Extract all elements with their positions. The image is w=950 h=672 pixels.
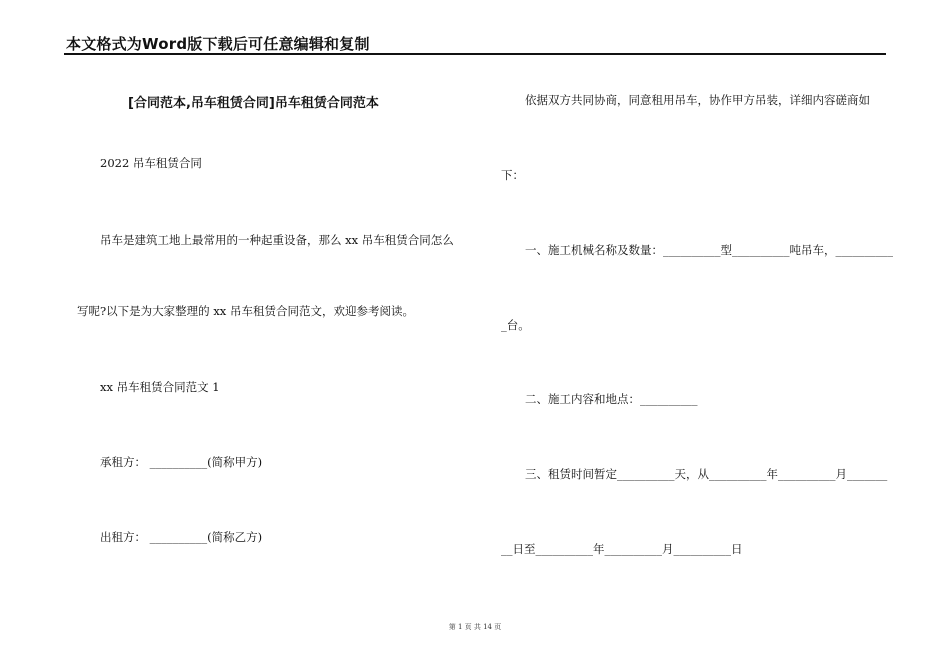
paragraph-contract-year: 2022 吊车租赁合同 bbox=[100, 156, 202, 170]
paragraph-lessee: 承租方： __________(简称甲方) bbox=[100, 455, 263, 469]
clause-3-line-2: __日至__________年__________月__________日 bbox=[501, 542, 743, 556]
clause-3-line-1: 三、租赁时间暂定__________天，从__________年__________月_______ bbox=[525, 467, 888, 481]
paragraph-intro-line-2: 写呢?以下是为大家整理的 xx 吊车租赁合同范文，欢迎参考阅读。 bbox=[77, 304, 414, 318]
clause-1-line-2: _台。 bbox=[501, 318, 530, 332]
paragraph-agreement-line-1: 依据双方共同协商，同意租用吊车，协作甲方吊装，详细内容磋商如 bbox=[525, 93, 870, 107]
clause-2: 二、施工内容和地点：__________ bbox=[525, 392, 698, 406]
paragraph-sample-heading: xx 吊车租赁合同范文 1 bbox=[100, 380, 220, 394]
paragraph-intro-line-1: 吊车是建筑工地上最常用的一种起重设备，那么 xx 吊车租赁合同怎么 bbox=[100, 233, 454, 247]
page-footer: 第 1 页 共 14 页 bbox=[448, 623, 502, 631]
paragraph-lessor: 出租方： __________(简称乙方) bbox=[100, 530, 263, 544]
clause-1-line-1: 一、施工机械名称及数量：__________型__________吨吊车，__________ bbox=[525, 243, 893, 257]
right-column bbox=[475, 0, 950, 672]
document-title: [合同范本,吊车租赁合同]吊车租赁合同范本 bbox=[128, 96, 379, 111]
paragraph-agreement-line-2: 下： bbox=[501, 168, 524, 182]
document-header-title: 本文格式为Word版下载后可任意编辑和复制 bbox=[66, 35, 370, 53]
